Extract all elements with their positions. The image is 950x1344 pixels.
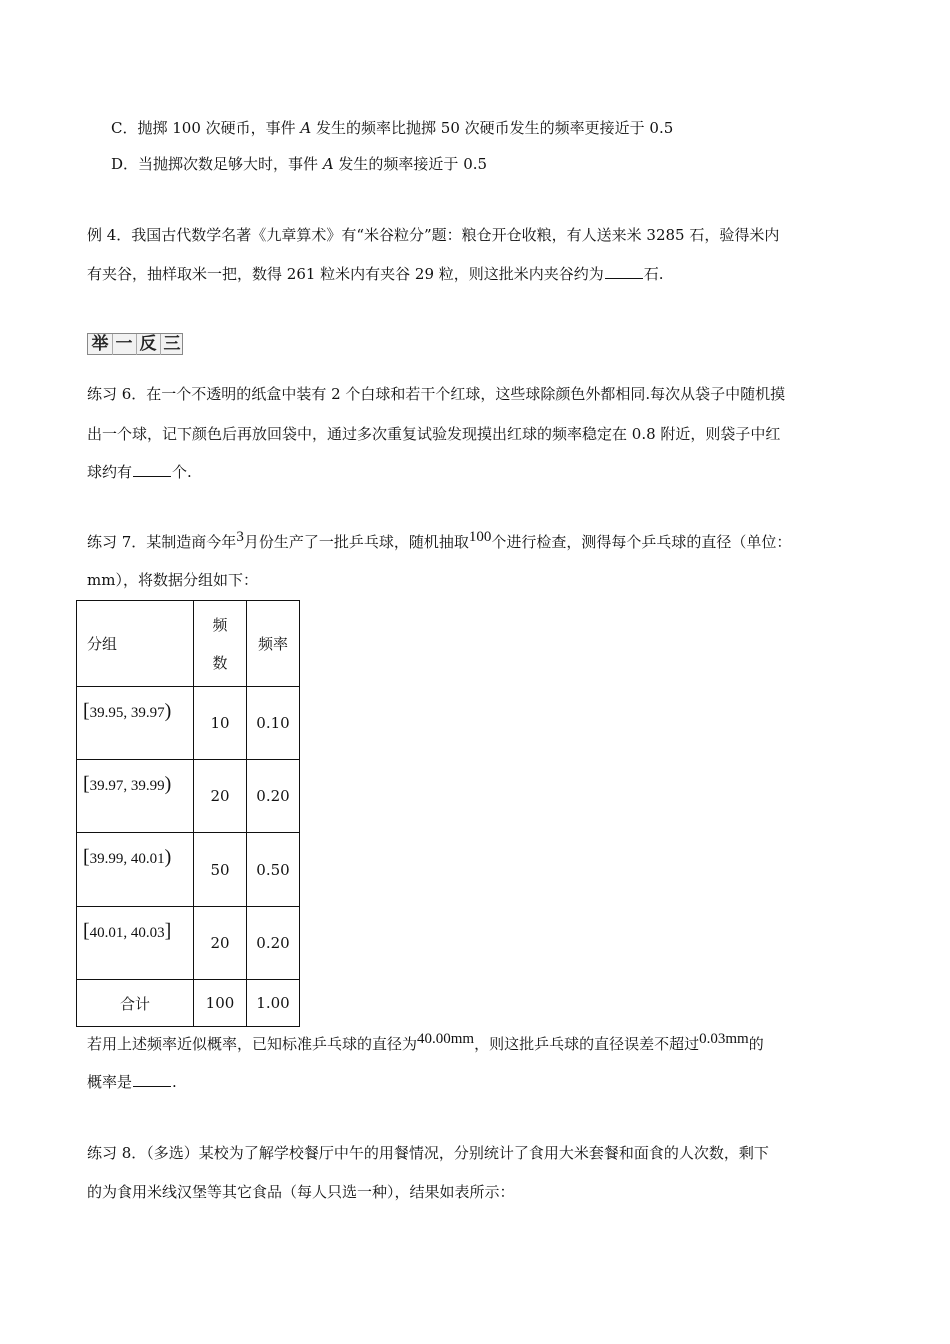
frequency-table — [76, 600, 300, 1027]
interval-open: [ — [83, 846, 90, 868]
row-rate: 0.20 — [247, 760, 300, 833]
example4-line2 — [87, 264, 664, 284]
badge-char-4: 三 — [163, 334, 181, 354]
exercise6-line2: 出一个球，记下颜色后再放回袋中，通过多次重复试验发现摸出红球的频率稳定在 0.8 附近，则袋子中红 — [87, 425, 781, 443]
exercise6-unit: 个. — [172, 463, 192, 481]
section-badge — [87, 333, 183, 355]
example4-unit: 石. — [643, 265, 664, 283]
tolerance: 0.03mm — [699, 1031, 749, 1047]
exercise7-question — [87, 1031, 764, 1055]
option-d-label: D — [111, 155, 124, 173]
option-c-text: ．抛掷 100 次硬币，事件 — [122, 119, 301, 137]
row-interval-cell — [77, 687, 194, 760]
exercise7-q-text-c: 的 — [748, 1035, 764, 1053]
exercise6-text: 球约有 — [87, 463, 133, 481]
row-count: 50 — [194, 833, 247, 907]
standard-diameter: 40.00mm — [417, 1031, 475, 1047]
interval-value: 39.99, 40.01 — [89, 851, 165, 867]
header-freq-count-1: 频 — [212, 615, 228, 634]
option-d — [111, 154, 487, 174]
table-row — [77, 833, 300, 907]
option-d-text-b: 发生的频率接近于 0.5 — [333, 155, 488, 173]
interval-close: ) — [164, 772, 172, 795]
row-rate: 0.50 — [247, 833, 300, 907]
header-freq-rate: 频率 — [247, 601, 300, 687]
interval-close: ) — [164, 846, 172, 868]
exercise6-line1: 练习 6．在一个不透明的纸盒中装有 2 个白球和若干个红球，这些球除颜色外都相同.每次从袋子中随机摸 — [87, 385, 786, 403]
answer-blank — [133, 462, 171, 477]
option-c-text-b: 发生的频率比抛掷 50 次硬币发生的频率更接近于 0.5 — [311, 119, 674, 137]
total-count: 100 — [194, 980, 247, 1027]
table-total-row — [77, 980, 300, 1027]
exercise7-text-b: 月份生产了一批乒乓球，随机抽取 — [243, 533, 469, 551]
answer-blank — [605, 264, 643, 279]
row-interval-cell — [77, 907, 194, 980]
exercise7-month: 3 — [236, 529, 244, 545]
option-d-text: ．当抛掷次数足够大时，事件 — [123, 155, 323, 173]
interval-close: ] — [164, 919, 172, 942]
row-rate: 0.10 — [247, 687, 300, 760]
interval-close: ) — [164, 699, 172, 722]
example4-line1: 例 4．我国古代数学名著《九章算术》有“米谷粒分”题：粮仓开仓收粮，有人送来米 3285 石，验得米内 — [87, 226, 780, 244]
interval-open: [ — [83, 919, 90, 942]
total-label: 合计 — [77, 980, 194, 1027]
header-freq-count — [194, 601, 247, 687]
exercise7-line1 — [87, 529, 792, 553]
row-interval-cell — [77, 760, 194, 833]
table-header-row — [77, 601, 300, 687]
exercise7-line2: mm），将数据分组如下： — [87, 571, 258, 589]
table-row — [77, 760, 300, 833]
option-c-var: A — [300, 119, 312, 137]
row-count: 20 — [194, 760, 247, 833]
header-freq-count-2: 数 — [212, 653, 228, 672]
badge-char-1: 举 — [91, 334, 109, 354]
exercise7-q-end-period: . — [172, 1073, 177, 1091]
row-count: 20 — [194, 907, 247, 980]
interval-open: [ — [83, 699, 90, 722]
row-count: 10 — [194, 687, 247, 760]
exercise7-question-end — [87, 1072, 177, 1092]
row-interval-cell — [77, 833, 194, 907]
exercise7-q-text: 若用上述频率近似概率，已知标准乒乓球的直径为 — [87, 1035, 418, 1053]
answer-blank — [133, 1072, 171, 1087]
exercise7-text-c: 个进行检查，测得每个乒乓球的直径（单位： — [491, 533, 792, 551]
exercise7-text: 练习 7．某制造商今年 — [87, 533, 237, 551]
interval-open: [ — [83, 772, 90, 795]
badge-char-3: 反 — [139, 334, 157, 354]
option-d-var: A — [322, 155, 334, 173]
option-c-label: C — [111, 119, 123, 137]
interval-value: 39.97, 39.99 — [89, 777, 165, 794]
exercise6-line3 — [87, 462, 192, 482]
row-rate: 0.20 — [247, 907, 300, 980]
header-group: 分组 — [77, 601, 194, 687]
example4-text: 有夹谷，抽样取米一把，数得 261 粒米内有夹谷 29 粒，则这批米内夹谷约为 — [87, 265, 604, 283]
exercise7-q-end-text: 概率是 — [87, 1073, 133, 1091]
total-rate: 1.00 — [247, 980, 300, 1027]
exercise7-sample: 100 — [468, 529, 492, 545]
table-row — [77, 687, 300, 760]
exercise8-line2: 的为食用米线汉堡等其它食品（每人只选一种），结果如表所示： — [87, 1183, 515, 1201]
option-c — [111, 118, 673, 138]
table-row — [77, 907, 300, 980]
exercise7-q-text-b: ，则这批乒乓球的直径误差不超过 — [474, 1035, 700, 1053]
interval-value: 40.01, 40.03 — [89, 924, 165, 941]
badge-char-2: 一 — [115, 334, 133, 354]
exercise8-line1: 练习 8．（多选）某校为了解学校餐厅中午的用餐情况，分别统计了食用大米套餐和面食的人次数，剩下 — [87, 1144, 769, 1162]
interval-value: 39.95, 39.97 — [89, 704, 165, 721]
